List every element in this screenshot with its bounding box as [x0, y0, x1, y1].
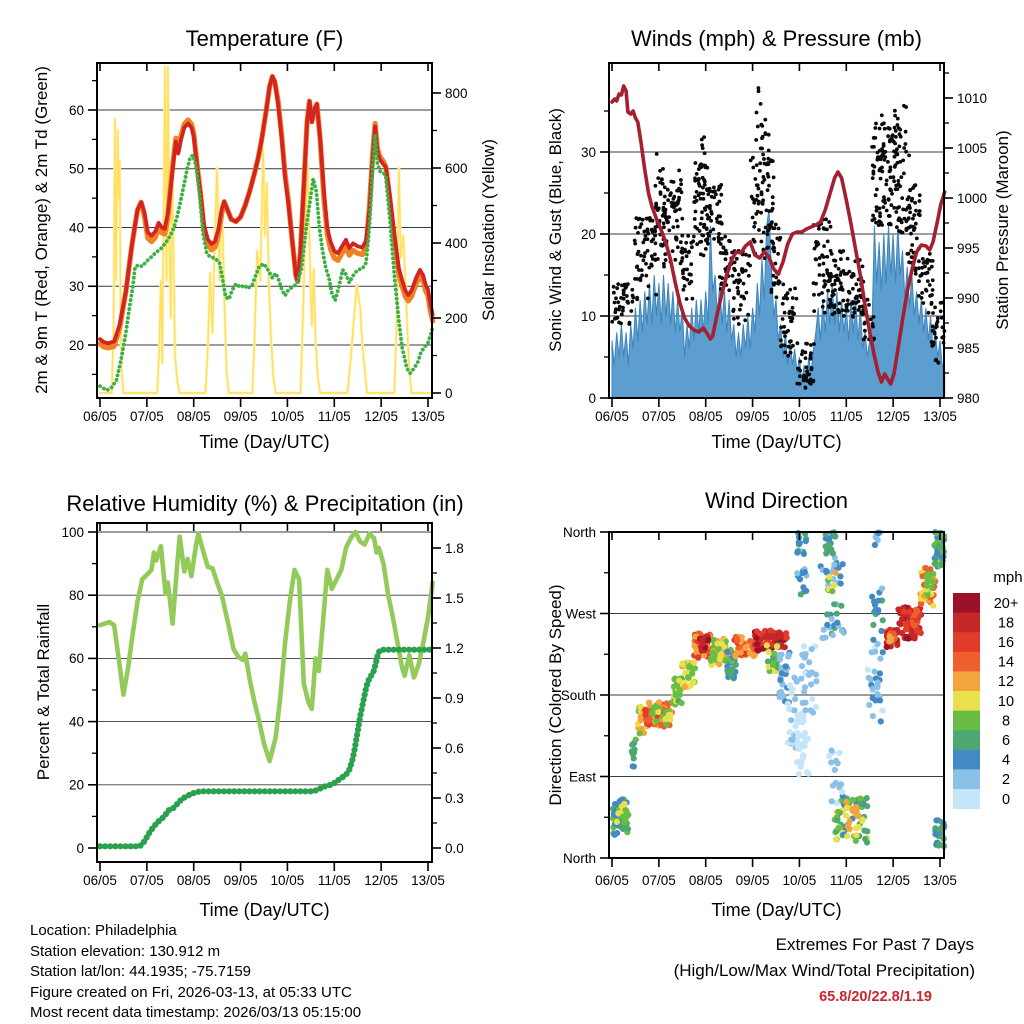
svg-text:20: 20 [68, 777, 84, 793]
svg-text:20+: 20+ [993, 595, 1019, 612]
svg-text:10/05: 10/05 [782, 409, 817, 424]
panel-title-wind-direction: Wind Direction [704, 488, 849, 513]
svg-text:South: South [560, 687, 596, 703]
y-axis-label-rainfall-left: Percent & Total Rainfall [34, 603, 53, 781]
svg-text:12/05: 12/05 [364, 409, 399, 424]
svg-text:1005: 1005 [957, 140, 988, 156]
svg-text:6: 6 [1001, 733, 1011, 749]
svg-text:16: 16 [997, 635, 1015, 651]
svg-text:1.5: 1.5 [445, 590, 464, 606]
svg-text:13/05: 13/05 [923, 409, 957, 424]
svg-text:0: 0 [1001, 791, 1011, 808]
svg-text:11/05: 11/05 [317, 409, 351, 424]
svg-text:800: 800 [445, 85, 468, 101]
svg-text:1.2: 1.2 [445, 640, 464, 656]
figure-created: Figure created on Fri, 2026-03-13, at 05:33 UTC [30, 983, 352, 1001]
svg-text:09/05: 09/05 [223, 873, 258, 888]
svg-text:60: 60 [68, 102, 84, 118]
svg-text:985: 985 [957, 340, 980, 356]
svg-text:09/05: 09/05 [223, 409, 258, 424]
svg-text:07/05: 07/05 [641, 873, 676, 888]
svg-text:600: 600 [445, 160, 468, 176]
svg-text:20: 20 [68, 337, 84, 353]
svg-text:07/05: 07/05 [129, 409, 164, 424]
svg-text:13/05: 13/05 [411, 873, 445, 888]
panel-title-winds-pressure: Winds (mph) & Pressure (mb) [631, 26, 922, 51]
svg-text:10: 10 [580, 308, 596, 324]
svg-text:08/05: 08/05 [688, 409, 723, 424]
station-location: Location: Philadelphia [30, 922, 177, 939]
svg-text:980: 980 [957, 390, 980, 406]
svg-text:07/05: 07/05 [129, 873, 164, 888]
svg-text:1.8: 1.8 [445, 540, 464, 556]
svg-text:995: 995 [957, 240, 980, 256]
svg-text:80: 80 [68, 588, 84, 603]
svg-text:North: North [562, 850, 596, 866]
y-axis-label-temperature-left: 2m & 9m T (Red, Orange) & 2m Td (Green) [32, 66, 51, 394]
svg-text:East: East [568, 769, 596, 785]
x-axis-label-winds: Time (Day/UTC) [711, 432, 842, 452]
y-axis-label-pressure-right: Station Pressure (Maroon) [993, 130, 1012, 330]
svg-text:10: 10 [997, 693, 1015, 710]
svg-text:06/05: 06/05 [83, 409, 117, 424]
y-axis-label-solar-right: Solar Insolation (Yellow) [479, 139, 498, 321]
svg-text:North: North [562, 524, 596, 540]
extremes-subheading: (High/Low/Max Wind/Total Precipitation) [673, 961, 975, 980]
svg-text:0.0: 0.0 [445, 840, 464, 856]
svg-text:12/05: 12/05 [364, 873, 399, 888]
svg-text:0: 0 [445, 385, 453, 401]
svg-text:30: 30 [68, 279, 84, 295]
svg-text:07/05: 07/05 [641, 409, 676, 424]
svg-text:10/05: 10/05 [782, 873, 817, 888]
svg-text:11/05: 11/05 [829, 873, 863, 888]
svg-text:12: 12 [997, 674, 1015, 691]
svg-text:1000: 1000 [957, 190, 988, 206]
svg-text:10/05: 10/05 [270, 873, 305, 888]
svg-text:14: 14 [997, 654, 1015, 671]
station-info [30, 921, 361, 1024]
panel-title-rh-precip: Relative Humidity (%) & Precipitation (in) [66, 491, 464, 516]
x-axis-label-temperature: Time (Day/UTC) [199, 432, 330, 452]
svg-text:06/05: 06/05 [595, 873, 629, 888]
svg-text:11/05: 11/05 [829, 409, 863, 424]
svg-text:200: 200 [445, 310, 468, 326]
svg-text:0: 0 [588, 390, 596, 406]
svg-text:60: 60 [68, 651, 84, 667]
svg-text:400: 400 [445, 235, 468, 251]
svg-text:0.3: 0.3 [445, 790, 464, 806]
svg-text:11/05: 11/05 [317, 873, 351, 888]
svg-text:06/05: 06/05 [83, 873, 117, 888]
svg-text:10/05: 10/05 [270, 409, 305, 424]
panel-title-temperature: Temperature (F) [185, 26, 344, 51]
svg-text:09/05: 09/05 [735, 873, 770, 888]
x-axis-label-wind-direction: Time (Day/UTC) [711, 900, 842, 920]
svg-text:13/05: 13/05 [923, 873, 957, 888]
svg-text:40: 40 [68, 714, 84, 730]
svg-text:13/05: 13/05 [411, 409, 445, 424]
svg-text:30: 30 [580, 144, 596, 160]
svg-text:0: 0 [76, 840, 84, 856]
svg-text:50: 50 [68, 161, 84, 177]
y-axis-label-direction-left: Direction (Colored By Speed) [546, 584, 565, 806]
station-latlon: Station lat/lon: 44.1935; -75.7159 [30, 963, 252, 980]
svg-text:12/05: 12/05 [876, 409, 911, 424]
svg-text:8: 8 [1001, 713, 1011, 730]
svg-text:West: West [565, 606, 596, 622]
svg-text:0.6: 0.6 [445, 740, 464, 756]
svg-text:12/05: 12/05 [876, 873, 911, 888]
svg-text:20: 20 [580, 226, 596, 242]
svg-text:06/05: 06/05 [595, 409, 629, 424]
svg-text:40: 40 [68, 220, 84, 236]
extremes-values: 65.8/20/22.8/1.19 [819, 989, 932, 1005]
data-timestamp: Most recent data timestamp: 2026/03/13 05:15:00 [30, 1004, 362, 1021]
svg-text:1010: 1010 [957, 90, 988, 106]
svg-text:100: 100 [61, 524, 84, 540]
svg-text:08/05: 08/05 [176, 409, 211, 424]
colorbar-title: mph [993, 569, 1023, 586]
x-axis-label-rh: Time (Day/UTC) [199, 900, 330, 920]
svg-text:09/05: 09/05 [735, 409, 770, 424]
svg-text:990: 990 [957, 290, 980, 306]
svg-text:08/05: 08/05 [176, 873, 211, 888]
extremes-heading: Extremes For Past 7 Days [775, 935, 974, 954]
svg-text:4: 4 [1001, 752, 1011, 769]
svg-text:2: 2 [1001, 772, 1011, 789]
svg-text:08/05: 08/05 [688, 873, 723, 888]
y-axis-label-wind-left: Sonic Wind & Gust (Blue, Black) [546, 108, 565, 352]
station-elevation: Station elevation: 130.912 m [30, 942, 221, 960]
svg-text:18: 18 [997, 615, 1015, 632]
svg-text:0.9: 0.9 [445, 690, 464, 706]
